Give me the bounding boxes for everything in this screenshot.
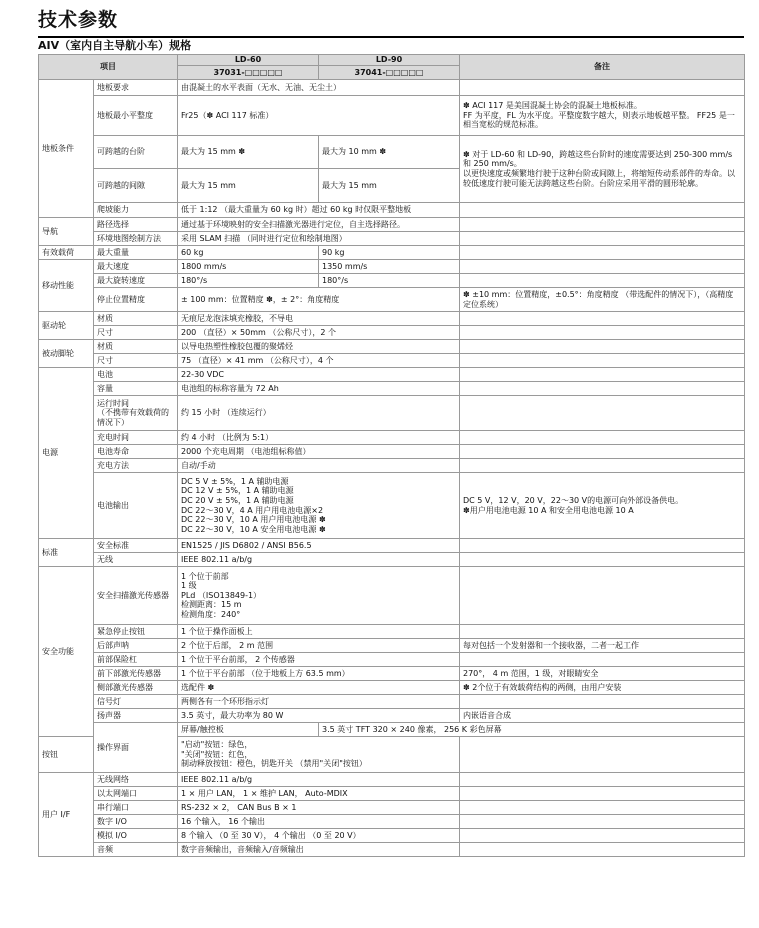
row-note: 270°， 4 m 范围，1 级，对眼睛安全 bbox=[460, 667, 745, 681]
row-value: DC 5 V ± 5%，1 A 辅助电源 DC 12 V ± 5%，1 A 辅助电源 DC 20 V ± 5%，1 A 辅助电源 DC 22～30 V，4 A 用户用电池电源×2 DC 22～30 V，10 A 用户用电池电源 ✽ DC 22～30 V，10 A 安全用电池电源 ✽ bbox=[178, 473, 460, 539]
row-value-ld90: 90 kg bbox=[319, 246, 460, 260]
row-label: 运行时间 （不携带有效载荷的情况下） bbox=[94, 396, 178, 431]
table-row bbox=[39, 773, 745, 787]
row-label: 前部保险杠 bbox=[94, 653, 178, 667]
table-row bbox=[39, 709, 745, 723]
row-label: 地板要求 bbox=[94, 80, 178, 96]
row-note bbox=[460, 843, 745, 857]
row-value: "启动"按钮：绿色， "关闭"按钮：红色， 制动释放按钮：橙色，钥匙开关 （禁用"关闭"按钮） bbox=[178, 737, 460, 773]
header-ld60-code: 37031-□□□□□ bbox=[178, 66, 319, 80]
row-value: 无痕尼龙泡沫填充橡胶，不导电 bbox=[178, 312, 460, 326]
row-value: 22-30 VDC bbox=[178, 368, 460, 382]
header-ld90: LD-90 bbox=[319, 55, 460, 66]
row-label: 以太网端口 bbox=[94, 787, 178, 801]
row-note bbox=[460, 459, 745, 473]
header-item: 项目 bbox=[39, 55, 178, 80]
spec-table bbox=[38, 54, 745, 857]
row-label: 按钮 bbox=[39, 737, 94, 773]
row-label: 扬声器 bbox=[94, 709, 178, 723]
row-note bbox=[460, 396, 745, 431]
row-note bbox=[460, 773, 745, 787]
row-value: 采用 SLAM 扫描 （同时进行定位和绘制地图） bbox=[178, 232, 460, 246]
category-standards: 标准 bbox=[39, 539, 94, 567]
table-row bbox=[39, 539, 745, 553]
row-value-ld60: 最大为 15 mm bbox=[178, 169, 319, 203]
table-row bbox=[39, 368, 745, 382]
row-label: 安全扫描激光传感器 bbox=[94, 567, 178, 625]
row-note bbox=[460, 695, 745, 709]
row-note bbox=[460, 801, 745, 815]
row-label: 环境地图绘制方法 bbox=[94, 232, 178, 246]
row-value: IEEE 802.11 a/b/g bbox=[178, 553, 460, 567]
row-label: 紧急停止按钮 bbox=[94, 625, 178, 639]
table-row bbox=[39, 667, 745, 681]
row-note bbox=[460, 354, 745, 368]
row-label: 可跨越的台阶 bbox=[94, 136, 178, 169]
category-operation-ui: 操作界面 bbox=[94, 723, 178, 773]
row-note bbox=[460, 246, 745, 260]
row-label: 充电方法 bbox=[94, 459, 178, 473]
row-value: 3.5 英寸 TFT 320 × 240 像素， 256 K 彩色屏幕 bbox=[319, 723, 745, 737]
row-label: 尺寸 bbox=[94, 354, 178, 368]
row-value: EN1525 / JIS D6802 / ANSI B56.5 bbox=[178, 539, 460, 553]
row-label: 容量 bbox=[94, 382, 178, 396]
table-row bbox=[39, 567, 745, 625]
table-row bbox=[39, 396, 745, 431]
row-note: ✽ 2个位于有效载荷结构的两侧，由用户安装 bbox=[460, 681, 745, 695]
header-ld60: LD-60 bbox=[178, 55, 319, 66]
row-value: 约 4 小时 （比例为 5:1） bbox=[178, 431, 460, 445]
table-row bbox=[39, 843, 745, 857]
row-value: 数字音频输出，音频输入/音频输出 bbox=[178, 843, 460, 857]
table-row bbox=[39, 553, 745, 567]
row-label: 最大旋转速度 bbox=[94, 274, 178, 288]
row-value: 电池组的标称容量为 72 Ah bbox=[178, 382, 460, 396]
row-label: 后部声呐 bbox=[94, 639, 178, 653]
category-payload: 有效载荷 bbox=[39, 246, 94, 260]
table-row bbox=[39, 723, 745, 737]
table-row bbox=[39, 274, 745, 288]
header-remarks: 备注 bbox=[460, 55, 745, 80]
row-note bbox=[460, 368, 745, 382]
category-safety: 安全功能 bbox=[39, 567, 94, 737]
category-floor: 地板条件 bbox=[39, 80, 94, 218]
row-value: 2 个位于后部， 2 m 范围 bbox=[178, 639, 460, 653]
table-row bbox=[39, 246, 745, 260]
row-label: 路径选择 bbox=[94, 218, 178, 232]
row-value: RS-232 × 2， CAN Bus B × 1 bbox=[178, 801, 460, 815]
table-row bbox=[39, 260, 745, 274]
row-note: ✽ ACI 117 是美国混凝土协会的混凝土地板标准。 FF 为平度，FL 为水平度。平整度数字越大，则表示地板越平整。 FF25 是一相当宽松的规范标准。 bbox=[460, 96, 745, 136]
category-power: 电源 bbox=[39, 368, 94, 539]
row-note bbox=[460, 445, 745, 459]
title-rule bbox=[38, 36, 744, 38]
row-value: 约 15 小时 （连续运行） bbox=[178, 396, 460, 431]
table-row bbox=[39, 288, 745, 312]
table-row bbox=[39, 431, 745, 445]
row-label: 尺寸 bbox=[94, 326, 178, 340]
row-note bbox=[460, 218, 745, 232]
row-note bbox=[460, 80, 745, 96]
row-label: 停止位置精度 bbox=[94, 288, 178, 312]
category-user-if: 用户 I/F bbox=[39, 773, 94, 857]
row-note bbox=[460, 431, 745, 445]
row-note: 内嵌语音合成 bbox=[460, 709, 745, 723]
row-value: Fr25（✽ ACI 117 标准） bbox=[178, 96, 460, 136]
category-motion: 移动性能 bbox=[39, 260, 94, 312]
row-value: 8 个输入 （0 至 30 V）， 4 个输出 （0 至 20 V） bbox=[178, 829, 460, 843]
table-subtitle: AIV（室内自主导航小车）规格 bbox=[38, 39, 192, 52]
row-label: 最大重量 bbox=[94, 246, 178, 260]
table-row bbox=[39, 815, 745, 829]
row-note bbox=[460, 340, 745, 354]
row-label: 无线 bbox=[94, 553, 178, 567]
table-row bbox=[39, 232, 745, 246]
row-value: 自动/手动 bbox=[178, 459, 460, 473]
row-note bbox=[460, 326, 745, 340]
row-value: 1 个位于平台前部， 2 个传感器 bbox=[178, 653, 460, 667]
row-note bbox=[460, 274, 745, 288]
row-note bbox=[460, 203, 745, 218]
row-note bbox=[460, 653, 745, 667]
row-value: IEEE 802.11 a/b/g bbox=[178, 773, 460, 787]
row-note bbox=[460, 815, 745, 829]
row-value-ld90: 最大为 10 mm ✽ bbox=[319, 136, 460, 169]
row-note bbox=[460, 553, 745, 567]
row-value-ld90: 最大为 15 mm bbox=[319, 169, 460, 203]
table-row bbox=[39, 382, 745, 396]
row-label: 前下部激光传感器 bbox=[94, 667, 178, 681]
table-row bbox=[39, 354, 745, 368]
table-row bbox=[39, 473, 745, 539]
category-caster: 被动脚轮 bbox=[39, 340, 94, 368]
table-row bbox=[39, 218, 745, 232]
row-label: 无线网络 bbox=[94, 773, 178, 787]
row-label: 信号灯 bbox=[94, 695, 178, 709]
table-row bbox=[39, 681, 745, 695]
row-label: 安全标准 bbox=[94, 539, 178, 553]
table-row bbox=[39, 829, 745, 843]
row-label: 爬坡能力 bbox=[94, 203, 178, 218]
page-title: 技术参数 bbox=[38, 9, 119, 31]
row-note bbox=[460, 625, 745, 639]
row-note bbox=[460, 312, 745, 326]
row-value: 1 个位于前部 1 级 PLd （ISO13849-1） 检测距离：15 m 检测角度：240° bbox=[178, 567, 460, 625]
row-label: 模拟 I/O bbox=[94, 829, 178, 843]
row-value: 3.5 英寸，最大功率为 80 W bbox=[178, 709, 460, 723]
row-note bbox=[460, 567, 745, 625]
row-note: ✽ 对于 LD-60 和 LD-90，跨越这些台阶时的速度需要达到 250-300 mm/s 和 250 mm/s。 以更快速度或频繁地行驶于这种台阶或间隙上，将缩短传动系部件的寿命。以较低速度行驶可能无法跨越这些台阶。台阶应采用平滑的圆形轮廓。 bbox=[460, 136, 745, 203]
table-row bbox=[39, 136, 745, 169]
row-label: 串行端口 bbox=[94, 801, 178, 815]
row-note: 每对包括一个发射器和一个接收器，二者一起工作 bbox=[460, 639, 745, 653]
row-label: 数字 I/O bbox=[94, 815, 178, 829]
row-label: 材质 bbox=[94, 340, 178, 354]
table-row bbox=[39, 96, 745, 136]
row-value-ld60: 180°/s bbox=[178, 274, 319, 288]
row-label: 可跨越的间隙 bbox=[94, 169, 178, 203]
row-value: 由混凝土的水平表面（无水、无油、无尘土） bbox=[178, 80, 460, 96]
row-value: 选配件 ✽ bbox=[178, 681, 460, 695]
table-row bbox=[39, 787, 745, 801]
row-label: 材质 bbox=[94, 312, 178, 326]
table-row bbox=[39, 340, 745, 354]
table-row bbox=[39, 625, 745, 639]
row-value: 低于 1:12 （最大重量为 60 kg 时）超过 60 kg 时仅限平整地板 bbox=[178, 203, 460, 218]
row-label: 电池输出 bbox=[94, 473, 178, 539]
row-value-ld90: 1350 mm/s bbox=[319, 260, 460, 274]
row-value: ± 100 mm：位置精度 ✽，± 2°：角度精度 bbox=[178, 288, 460, 312]
category-navigation: 导航 bbox=[39, 218, 94, 246]
row-label: 屏幕/触控板 bbox=[178, 723, 319, 737]
row-label: 最大速度 bbox=[94, 260, 178, 274]
row-note: ✽ ±10 mm：位置精度，±0.5°：角度精度 （带选配件的情况下），（高精度定位系统） bbox=[460, 288, 745, 312]
row-note bbox=[460, 539, 745, 553]
table-row bbox=[39, 459, 745, 473]
row-value-ld60: 60 kg bbox=[178, 246, 319, 260]
row-value: 1 个位于操作面板上 bbox=[178, 625, 460, 639]
row-note bbox=[460, 787, 745, 801]
row-label: 电池寿命 bbox=[94, 445, 178, 459]
row-note bbox=[460, 260, 745, 274]
row-value: 2000 个充电周期 （电池组标称值） bbox=[178, 445, 460, 459]
row-label: 充电时间 bbox=[94, 431, 178, 445]
row-label: 地板最小平整度 bbox=[94, 96, 178, 136]
row-label: 电池 bbox=[94, 368, 178, 382]
row-value-ld60: 1800 mm/s bbox=[178, 260, 319, 274]
table-row bbox=[39, 653, 745, 667]
table-row bbox=[39, 695, 745, 709]
row-value: 两侧各有一个环形指示灯 bbox=[178, 695, 460, 709]
row-label: 侧部激光传感器 bbox=[94, 681, 178, 695]
row-value: 75 （直径）× 41 mm （公称尺寸），4 个 bbox=[178, 354, 460, 368]
row-value: 16 个输入， 16 个输出 bbox=[178, 815, 460, 829]
row-note bbox=[460, 829, 745, 843]
table-row bbox=[39, 80, 745, 96]
row-value: 1 × 用户 LAN， 1 × 维护 LAN， Auto-MDIX bbox=[178, 787, 460, 801]
header-row bbox=[39, 55, 745, 66]
row-note: DC 5 V，12 V，20 V，22～30 V的电源可向外部设备供电。 ✽用户用电池电源 10 A 和安全用电池电源 10 A bbox=[460, 473, 745, 539]
row-note bbox=[460, 382, 745, 396]
table-row bbox=[39, 639, 745, 653]
table-row bbox=[39, 312, 745, 326]
table-row bbox=[39, 801, 745, 815]
row-value: 通过基于环境映射的安全扫描激光器进行定位，自主选择路径。 bbox=[178, 218, 460, 232]
row-value-ld90: 180°/s bbox=[319, 274, 460, 288]
table-row bbox=[39, 326, 745, 340]
table-row bbox=[39, 445, 745, 459]
header-ld90-code: 37041-□□□□□ bbox=[319, 66, 460, 80]
category-drive-wheel: 驱动轮 bbox=[39, 312, 94, 340]
row-value: 以导电热塑性橡胶包覆的聚烯烃 bbox=[178, 340, 460, 354]
row-note bbox=[460, 737, 745, 773]
row-value: 1 个位于平台前部 （位于地板上方 63.5 mm） bbox=[178, 667, 460, 681]
row-note bbox=[460, 232, 745, 246]
row-label: 音频 bbox=[94, 843, 178, 857]
table-row bbox=[39, 203, 745, 218]
row-value: 200 （直径）× 50mm （公称尺寸），2 个 bbox=[178, 326, 460, 340]
row-value-ld60: 最大为 15 mm ✽ bbox=[178, 136, 319, 169]
